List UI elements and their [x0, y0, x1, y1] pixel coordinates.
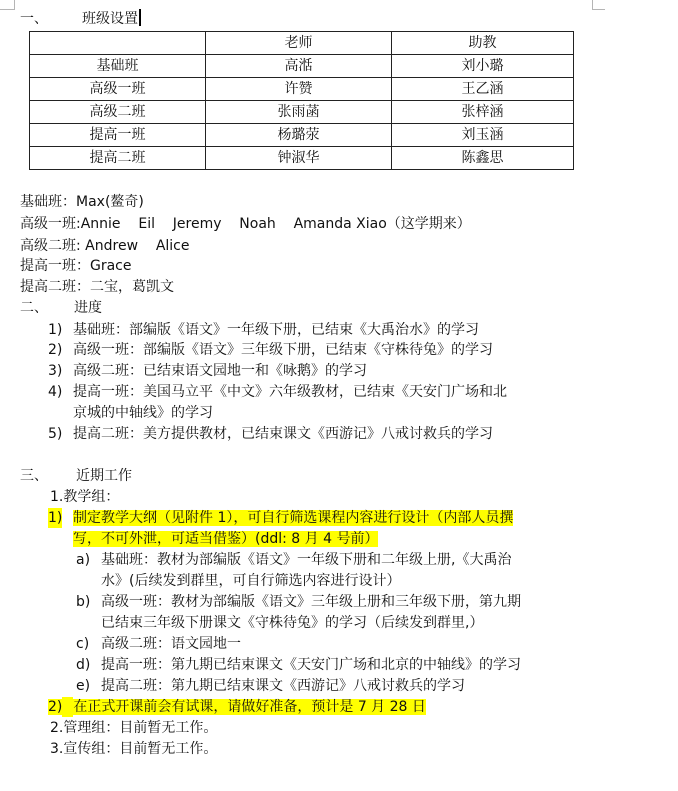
- student-names: Andrew Alice: [80, 238, 190, 254]
- table-cell[interactable]: 刘玉涵: [392, 124, 574, 147]
- table-cell[interactable]: 许赞: [206, 78, 392, 101]
- table-row: [30, 78, 574, 101]
- section2-title: 进度: [74, 300, 102, 316]
- table-header-cell[interactable]: 老师: [206, 32, 392, 55]
- table-row: [30, 101, 574, 124]
- progress-item-number: 2): [48, 342, 63, 358]
- table-cell[interactable]: 提高二班: [30, 147, 206, 170]
- section3-number: 三、: [20, 468, 48, 484]
- table-header-row: [30, 32, 574, 55]
- table-cell[interactable]: 高湉: [206, 55, 392, 78]
- section2-number: 二、: [20, 300, 48, 316]
- student-class: 提高一班：: [20, 258, 90, 274]
- text-cursor: [139, 9, 141, 26]
- section1-title: 班级设置: [82, 11, 138, 27]
- work-group-publicity: 3.宣传组：目前暂无工作。: [50, 741, 218, 757]
- student-class: 高级二班:: [20, 238, 81, 254]
- subitem-letter: b): [76, 594, 91, 610]
- student-class: 基础班：: [20, 194, 76, 210]
- subitem-text: 水》(后续发到群里，可自行筛选内容进行设计）: [101, 573, 401, 589]
- progress-item-text: 提高一班：美国马立平《中文》六年级教材，已结束《天安门广场和北: [73, 384, 507, 400]
- subitem-text: 提高一班：第九期已结束课文《天安门广场和北京的中轴线》的学习: [101, 657, 521, 673]
- student-names: Max(鳌奇): [76, 194, 144, 210]
- highlight-item2: [48, 697, 426, 717]
- student-line: [20, 256, 132, 276]
- progress-item-number: 5): [48, 426, 63, 442]
- progress-item-number: 3): [48, 363, 63, 379]
- student-line: [20, 214, 471, 234]
- table-cell[interactable]: 高级一班: [30, 78, 206, 101]
- highlight-item1-line2: [73, 529, 378, 549]
- section2-heading: [20, 298, 102, 318]
- page-corner-mark-left: [0, 0, 15, 10]
- table-cell[interactable]: 钟淑华: [206, 147, 392, 170]
- progress-item-text: 高级一班：部编版《语文》三年级下册，已结束《守株待兔》的学习: [73, 342, 493, 358]
- progress-item-text: 高级二班：已结束语文园地一和《咏鹅》的学习: [73, 363, 367, 379]
- student-line: [20, 192, 144, 212]
- table-cell[interactable]: 高级二班: [30, 101, 206, 124]
- highlight-text: 写，不可外泄，可适当借鉴）(ddl: 8 月 4 号前）: [73, 531, 379, 547]
- highlight-item1-line1: [73, 508, 513, 528]
- table-cell[interactable]: 张梓涵: [392, 101, 574, 124]
- table-cell[interactable]: 刘小璐: [392, 55, 574, 78]
- page-corner-mark-right: [592, 0, 605, 10]
- subitem-letter: c): [76, 636, 90, 652]
- highlight-text: 在正式开课前会有试课，请做好准备，预计是 7 月 28 日: [73, 699, 426, 715]
- table-cell[interactable]: 王乙涵: [392, 78, 574, 101]
- student-names: Grace: [90, 258, 132, 274]
- table-header-cell[interactable]: 助教: [392, 32, 574, 55]
- section1-heading: [20, 9, 141, 29]
- subitem-text: 基础班：教材为部编版《语文》一年级下册和二年级上册,《大禹治: [101, 552, 512, 568]
- student-class: 提高二班：: [20, 279, 90, 295]
- student-names: 二宝，葛凯文: [90, 279, 174, 295]
- progress-item-number: 1): [48, 322, 63, 338]
- table-row: [30, 147, 574, 170]
- table-header-cell[interactable]: [30, 32, 206, 55]
- subitem-letter: e): [76, 678, 91, 694]
- subitem-text: 高级一班：教材为部编版《语文》三年级上册和三年级下册，第九期: [101, 594, 521, 610]
- section3-heading: [20, 466, 132, 486]
- student-class: 高级一班:: [20, 216, 81, 232]
- work-group-teaching: 1.教学组：: [50, 489, 120, 505]
- work-group-management: 2.管理组：目前暂无工作。: [50, 720, 218, 736]
- table-row: [30, 55, 574, 78]
- table-cell[interactable]: 杨璐荥: [206, 124, 392, 147]
- section1-number: 一、: [20, 11, 48, 27]
- progress-item-number: 4): [48, 384, 63, 400]
- student-line: [20, 277, 174, 297]
- subitem-text: 已结束三年级下册课文《守株待兔》的学习（后续发到群里,）: [101, 615, 484, 631]
- progress-item-text: 提高二班：美方提供教材，已结束课文《西游记》八戒讨救兵的学习: [73, 426, 493, 442]
- subitem-text: 高级二班：语文园地一: [101, 636, 241, 652]
- highlight-item2-number: 2): [48, 699, 63, 715]
- progress-item-text: 京城的中轴线》的学习: [73, 405, 213, 421]
- table-cell[interactable]: 陈鑫思: [392, 147, 574, 170]
- table-cell[interactable]: 基础班: [30, 55, 206, 78]
- class-table: [29, 31, 574, 170]
- student-line: [20, 236, 190, 256]
- section3-title: 近期工作: [76, 468, 132, 484]
- highlight-item1-number: 1): [48, 510, 63, 526]
- highlight-text: 制定教学大纲（见附件 1），可自行筛选课程内容进行设计（内部人员撰: [73, 510, 514, 526]
- subitem-text: 提高二班：第九期已结束课文《西游记》八戒讨救兵的学习: [101, 678, 465, 694]
- table-row: [30, 124, 574, 147]
- table-cell[interactable]: 张雨菡: [206, 101, 392, 124]
- table-cell[interactable]: 提高一班: [30, 124, 206, 147]
- student-names: Annie Eil Jeremy Noah Amanda Xiao（这学期来）: [80, 216, 471, 232]
- subitem-letter: a): [76, 552, 91, 568]
- progress-item-text: 基础班：部编版《语文》一年级下册，已结束《大禹治水》的学习: [73, 322, 479, 338]
- subitem-letter: d): [76, 657, 91, 673]
